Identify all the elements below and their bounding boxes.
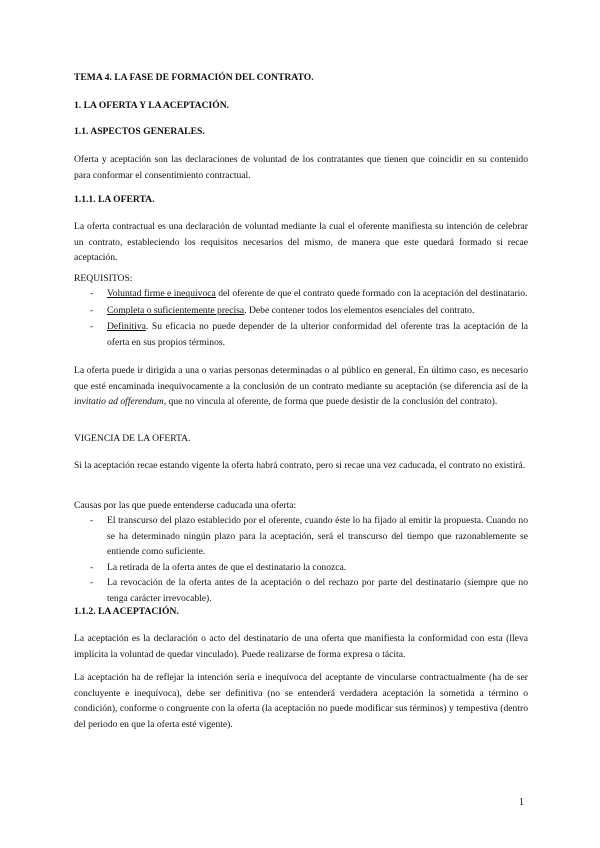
causa-text: El transcurso del plazo establecido por el oferente, cuando éste lo ha fijado al emitir la propuesta. Cuando no se ha determinado ningún plazo para la aceptación, será el transcurso del tiempo que razonablemente se entiende como suficiente. <box>107 515 528 557</box>
section-heading-1-1-2-text: 1.1.2. LA ACEPTACIÓN <box>74 606 177 617</box>
requisito-text: . Su eficacia no puede depender de la ulterior conformidad del oferente tras la aceptación de la oferta en sus propios términos. <box>107 321 528 348</box>
causas-list <box>74 513 528 606</box>
requisito-text: . Debe contener todos los elementos esenciales del contrato. <box>244 304 475 316</box>
requisito-term: Completa o suficientemente precisa <box>107 304 245 316</box>
section-heading-1-1-2: 1.1.2. LA ACEPTACIÓN. <box>74 606 179 617</box>
causa-text: La retirada de la oferta antes de que el destinatario la conozca. <box>107 561 347 573</box>
tema-title-text: TEMA 4. LA FASE DE FORMACIÓN DEL CONTRATO <box>74 72 312 83</box>
paragraph-dirigida-part-2: , que no vincula al oferente, de forma que puede desistir de la conclusión del contrato). <box>163 396 498 407</box>
list-item <box>74 560 528 576</box>
list-item <box>74 513 528 560</box>
document-title: TEMA 4. LA FASE DE FORMACIÓN DEL CONTRATO. <box>74 72 314 83</box>
requisito-term: Voluntad firme e inequívoca <box>107 288 216 299</box>
paragraph-dirigida-part-1: La oferta puede ir dirigida a una o varias personas determinadas o al público en general. En último caso, es necesario que esté encaminada inequívocamente a la conclusión de un contrato mediante su aceptación (se diferencia así de la <box>74 365 528 392</box>
dash-bullet: - <box>90 577 94 588</box>
section-heading-1-1-1: 1.1.1. LA OFERTA. <box>74 194 155 205</box>
paragraph-dirigida-italic: invitatio ad offerendum <box>74 396 164 407</box>
paragraph-dirigida <box>74 363 528 410</box>
section-heading-1-1-1-text: 1.1.1. LA OFERTA <box>74 194 153 205</box>
list-item <box>74 575 528 606</box>
section-heading-1: 1. LA OFERTA Y LA ACEPTACIÓN. <box>74 100 230 111</box>
list-item <box>74 319 528 350</box>
requisitos-list <box>74 286 528 350</box>
causas-label: Causas por las que puede entenderse caducada una oferta: <box>74 500 297 511</box>
dash-bullet: - <box>90 304 94 316</box>
dash-bullet: - <box>90 515 94 526</box>
section-heading-1-1-text: 1.1. ASPECTOS GENERALES <box>74 126 203 137</box>
page-number: 1 <box>519 797 524 808</box>
section-heading-1-text: 1. LA OFERTA Y LA ACEPTACIÓN <box>74 100 227 111</box>
requisitos-label: REQUISITOS: <box>74 273 133 284</box>
paragraph-vigencia: Si la aceptación recae estando vigente la oferta habrá contrato, pero si recae una vez caducada, el contrato no existirá. <box>74 460 526 471</box>
causa-text: La revocación de la oferta antes de la aceptación o del rechazo por parte del destinatario (siempre que no tenga carácter irrevocable). <box>107 577 528 604</box>
dash-bullet: - <box>90 288 94 299</box>
paragraph-aceptacion-1: La aceptación es la declaración o acto del destinatario de una oferta que manifiesta la conformidad con esta (lleva implícita la voluntad de quedar vinculado). Puede realizarse de forma expresa o tácita. <box>74 633 528 660</box>
vigencia-label: VIGENCIA DE LA OFERTA. <box>74 433 191 444</box>
paragraph-oferta: La oferta contractual es una declaración de voluntad mediante la cual el oferente manifiesta su intención de celebrar un contrato, estableciendo los requisitos necesarios del mismo, de manera que este quedará formado si recae aceptación. <box>74 221 528 263</box>
list-item <box>74 286 528 302</box>
list-item <box>74 303 528 319</box>
dash-bullet: - <box>90 321 94 332</box>
paragraph-aceptacion-2: La aceptación ha de reflejar la intención seria e inequívoca del aceptante de vincularse contractualmente (ha de ser concluyente e inequívoca), debe ser definitiva (no se entenderá verdadera aceptación la sometida a término o condición), conforme o congruente con la oferta (la aceptación no puede modificar sus términos) y tempestiva (dentro del periodo en que la oferta esté vigente). <box>74 672 528 730</box>
paragraph-general: Oferta y aceptación son las declaraciones de voluntad de los contratantes que tienen que coincidir en su contenido para conformar el consentimiento contractual. <box>74 154 528 181</box>
dash-bullet: - <box>90 561 94 573</box>
section-heading-1-1: 1.1. ASPECTOS GENERALES. <box>74 126 205 137</box>
requisito-term: Definitiva <box>107 321 146 332</box>
requisito-text: del oferente de que el contrato quede formado con la aceptación del destinatario. <box>215 288 528 299</box>
